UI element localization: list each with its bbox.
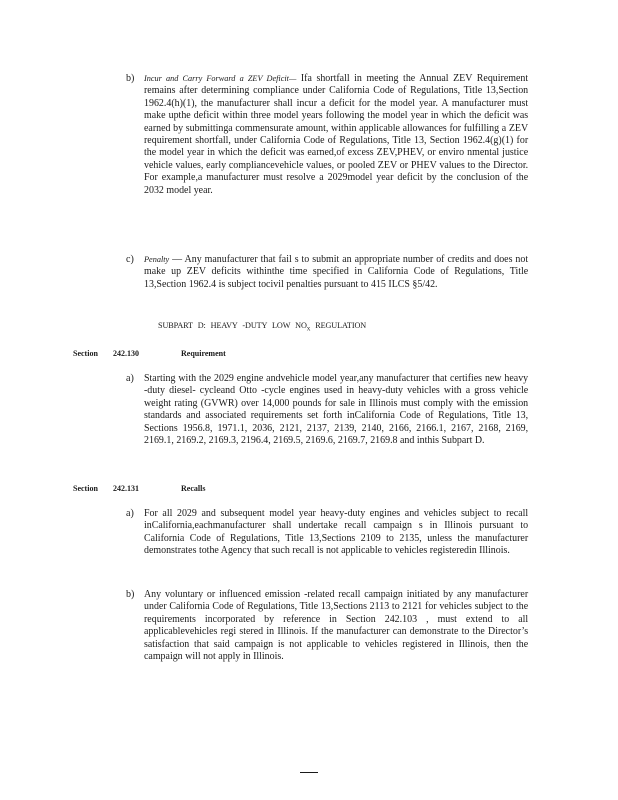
subpart-heading-text: SUBPART D: HEAVY -DUTY LOW NO — [158, 321, 307, 330]
section-label: Section — [73, 349, 98, 358]
em-dash: — — [288, 74, 297, 83]
list-marker-c: c) — [126, 254, 134, 265]
paragraph-text: Ifa shortfall in meeting the Annual ZEV Requirement remains after determining compliance under California Code of Regulations, Title 13,Section 1962.4(h)(1), the manufacturer shall incur a deficit for the model year. A manufacturer must make upthe deficit within three model years following the model year in which the deficit was earned by submittinga commensurate amount, within applicable allowances for fulfilling a ZEV requirement shortfall, under California Code of Regulations, Title 13, Section 1962.4(g)(1) for the model year in which the deficit was earned,of excess ZEV,PHEV, or enviro nmental justice vehicle values, early compliancevehicle values, or pooled ZEV or PHEV values to the Director. For example,a manufacturer must resolve a 2029model year deficit by the conclusion of the 2032 model year. — [144, 73, 529, 196]
list-marker-b: b) — [126, 73, 135, 84]
section-title: Recalls — [181, 484, 206, 493]
subpart-subscript: X — [306, 327, 311, 333]
paragraph-penalty — [144, 254, 528, 291]
paragraph-heading: Incur and Carry Forward a ZEV Deficit — [144, 74, 289, 83]
list-marker-a: a) — [126, 373, 134, 384]
section-title: Requirement — [181, 349, 226, 358]
paragraph-heading: Penalty — [144, 255, 170, 264]
paragraph-text: Any manufacturer that fail s to submit an appropriate number of credits and does not make up ZEV deficits withinthe time specified in California Code of Regulations, Title 13,Section 1962.4 is subject tocivil penalties pursuant to 415 ILCS §5/42. — [144, 254, 529, 290]
subpart-heading-suffix: REGULATION — [310, 321, 367, 330]
list-marker-a: a) — [126, 508, 134, 519]
section-label: Section — [73, 484, 98, 493]
section-number: 242.131 — [113, 484, 139, 493]
subpart-heading — [158, 321, 366, 333]
paragraph-recalls-a: For all 2029 and subsequent model year heavy-duty engines and vehicles subject to recall inCalifornia,eachmanufacturer shall undertake recall campaign s in Illinois pursuant to California Code of Regulations, Title 13,Sections 2109 to 2135, unless the manufacturer demonstrates tothe Agency that such recall is not applicable to vehicles registeredin Illinois. — [144, 508, 529, 557]
paragraph-recalls-b: Any voluntary or influenced emission -related recall campaign initiated by any manufacturer under California Code of Regulations, Title 13,Sections 2113 to 2121 for vehicles subject to the requirements incorporated by reference in Section 242.103 , must extend to all applicablevehicles regi stered in Illinois. If the manufacturer can demonstrate to the Director’s satisfaction that said campaign is not applicable to vehicles registered in Illinois, then the campaign will not apply in Illinois. — [144, 589, 529, 663]
list-marker-b: b) — [126, 589, 135, 600]
em-dash: — — [169, 254, 183, 265]
paragraph-zev-deficit — [144, 73, 528, 197]
paragraph-requirement: Starting with the 2029 engine andvehicle model year,any manufacturer that certifies new heavy -duty diesel- cycleand Otto -cycle engines used in heavy-duty vehicles with a gross vehicle weight rating (GVWR) over 14,000 pounds for sale in Illinois must comply with the emission standards and associated requirements set forth inCalifornia Code of Regulations, Title 13, Sections 1956.8, 1971.1, 2036, 2121, 2137, 2139, 2140, 2166, 2166.1, 2167, 2168, 2169, 2169.1, 2169.2, 2169.3, 2196.4, 2169.5, 2169.6, 2169.7, 2169.8 and inthis Subpart D. — [144, 373, 529, 447]
footer-rule — [300, 772, 318, 773]
section-number: 242.130 — [113, 349, 139, 358]
